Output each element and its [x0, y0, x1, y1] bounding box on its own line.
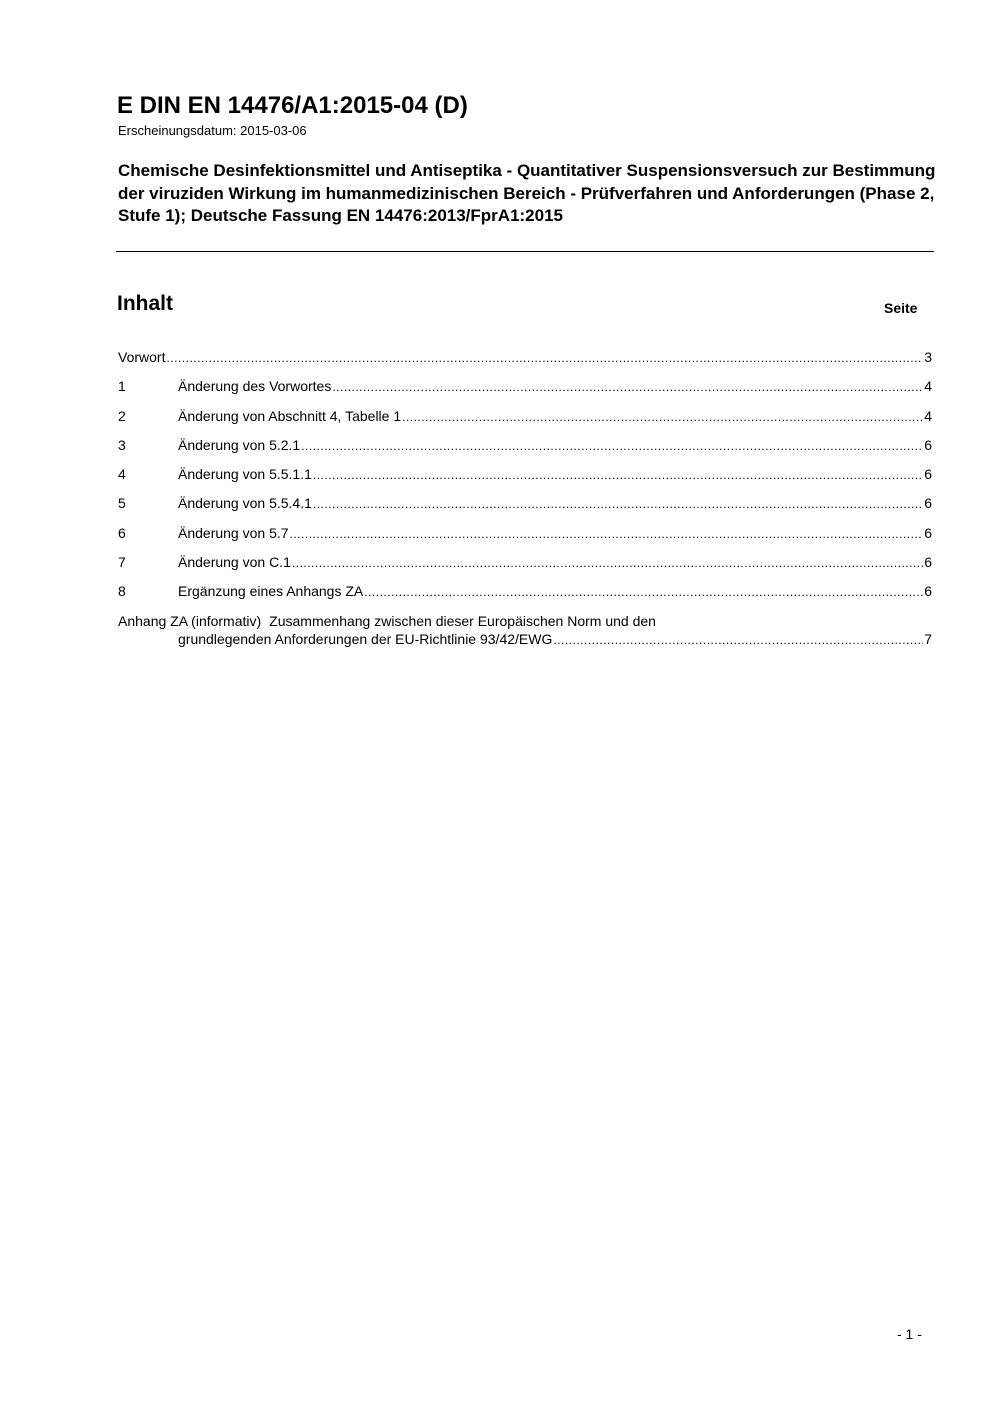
toc-entry-page: 6: [924, 583, 932, 600]
toc-entry-label: Änderung von Abschnitt 4, Tabelle 1: [178, 407, 402, 424]
toc-entry[interactable]: [118, 582, 932, 611]
toc-leader-dots: [332, 378, 923, 396]
toc-leader-dots: [553, 631, 923, 649]
toc-entry-page: 4: [924, 407, 932, 424]
toc-entry-page: 6: [924, 554, 932, 571]
toc-entry-number: 7: [118, 554, 126, 571]
toc-leader-dots: [364, 583, 923, 601]
toc-entry-number: 3: [118, 436, 126, 453]
toc-entry-label: Ergänzung eines Anhangs ZA: [178, 583, 364, 600]
toc-page-column-label: Seite: [884, 300, 918, 316]
toc-entry[interactable]: [118, 436, 932, 465]
title-divider: [116, 251, 934, 252]
toc-entry[interactable]: [118, 494, 932, 523]
toc-entry[interactable]: [118, 377, 932, 406]
toc-entry-label: Änderung von 5.5.4.1: [178, 495, 312, 512]
toc-entry-page: 4: [924, 378, 932, 395]
toc-entry-number: 6: [118, 524, 126, 541]
toc-entry-page: 6: [924, 524, 932, 541]
toc-entry-page: 6: [924, 495, 932, 512]
toc-leader-dots: [292, 554, 923, 572]
toc-entry[interactable]: [118, 524, 932, 553]
toc-entry-label: Änderung von 5.5.1.1: [178, 466, 312, 483]
toc-leader-dots: [301, 437, 923, 455]
toc-entry-page: 6: [924, 436, 932, 453]
toc-leader-dots: [290, 525, 924, 543]
toc-entry-number: 5: [118, 495, 126, 512]
toc-annex-title-line1: Zusammenhang zwischen dieser Europäischen Norm und den: [269, 612, 656, 629]
table-of-contents: [118, 348, 932, 652]
toc-leader-dots: [313, 495, 923, 513]
toc-entry-annex[interactable]: [118, 612, 932, 652]
toc-entry-label: Änderung von 5.2.1: [178, 436, 301, 453]
toc-entry-label: Änderung von C.1: [178, 554, 291, 571]
document-title: Chemische Desinfektionsmittel und Antiseptika - Quantitativer Suspensionsversuch zur Bestimmung der viruziden Wirkung im humanmedizinischen Bereich - Prüfverfahren und Anforderungen (Phase 2, Stufe 1); Deutsche Fassung EN 14476:2013/FprA1:2015: [118, 161, 936, 225]
toc-entry[interactable]: [118, 407, 932, 436]
toc-leader-dots: [402, 408, 923, 426]
toc-annex-title-line2: grundlegenden Anforderungen der EU-Richtlinie 93/42/EWG: [178, 630, 553, 647]
toc-entry-label: Änderung des Vorwortes: [178, 378, 332, 395]
document-id: E DIN EN 14476/A1:2015-04 (D): [117, 92, 468, 119]
publication-date: Erscheinungsdatum: 2015-03-06: [118, 123, 307, 138]
toc-entry[interactable]: [118, 553, 932, 582]
page-number: - 1 -: [897, 1326, 922, 1342]
toc-entry-page: 3: [924, 349, 932, 365]
toc-leader-dots: [313, 466, 923, 484]
toc-entry-label: Änderung von 5.7: [178, 524, 289, 541]
toc-entry-number: 1: [118, 378, 126, 395]
toc-entry-number: 2: [118, 407, 126, 424]
toc-leader-dots: [166, 349, 923, 367]
toc-entry-number: 4: [118, 466, 126, 483]
toc-entry[interactable]: [118, 465, 932, 494]
toc-annex-name: Anhang ZA (informativ): [118, 612, 262, 629]
toc-entry-label: Vorwort: [118, 349, 166, 365]
toc-entry-page: 6: [924, 466, 932, 483]
toc-entry-number: 8: [118, 583, 126, 600]
toc-heading: Inhalt: [117, 292, 173, 315]
toc-entry-foreword[interactable]: [118, 348, 932, 377]
toc-entry-page: 7: [924, 630, 932, 647]
